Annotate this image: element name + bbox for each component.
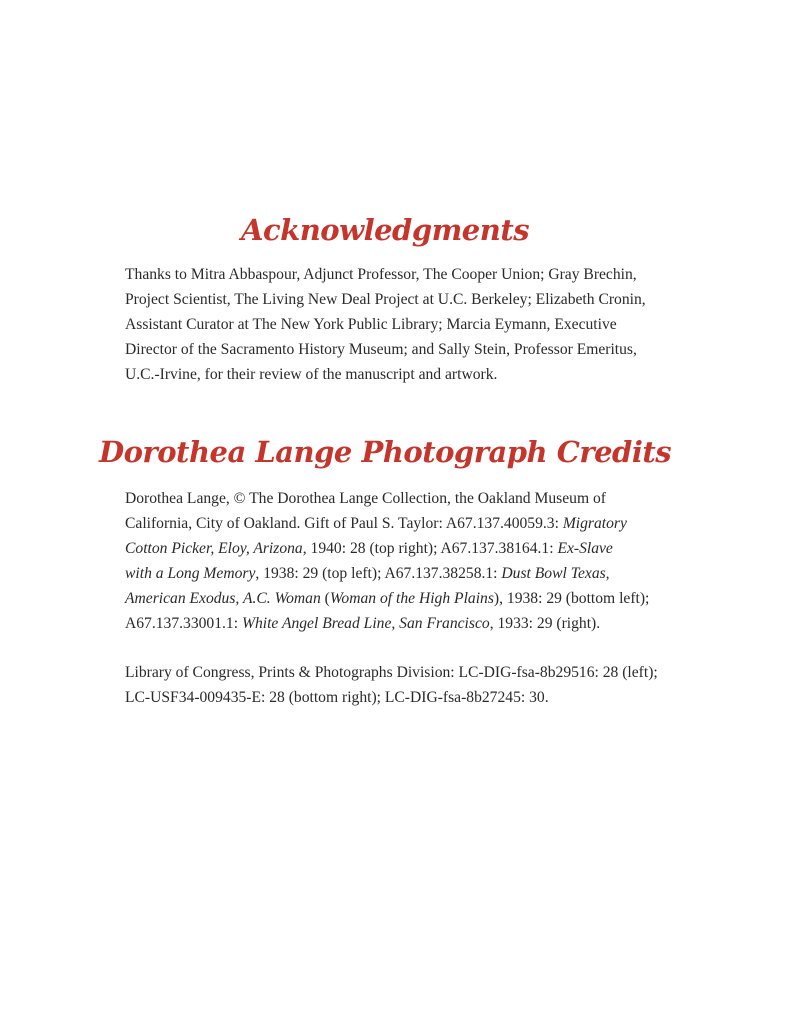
photo-title: Migratory bbox=[562, 514, 627, 532]
credit-text: A67.137.33001.1: bbox=[125, 614, 242, 632]
credit-line bbox=[125, 587, 650, 612]
photo-title: White Angel Bread Line, San Francisco bbox=[241, 614, 490, 632]
library-of-congress-credits-paragraph bbox=[125, 661, 658, 711]
photo-title: Dust Bowl Texas, bbox=[501, 564, 610, 582]
acknowledgments-paragraph bbox=[125, 263, 650, 388]
credit-text: , 1940: 28 (top right); A67.137.38164.1: bbox=[302, 539, 558, 557]
acknowledgments-line: Assistant Curator at The New York Public Library; Marcia Eymann, Executive bbox=[125, 315, 617, 333]
credit-line bbox=[125, 487, 650, 512]
acknowledgments-line: Thanks to Mitra Abbaspour, Adjunct Professor, The Cooper Union; Gray Brechin, bbox=[125, 266, 637, 283]
photo-title: Woman of the High Plains bbox=[329, 589, 494, 607]
credit-line bbox=[125, 562, 650, 587]
acknowledgments-heading: Acknowledgments bbox=[240, 213, 530, 247]
photo-credits-heading: Dorothea Lange Photograph Credits bbox=[98, 435, 672, 469]
photo-title: American Exodus, A.C. Woman bbox=[125, 589, 321, 607]
credit-text: , 1933: 29 (right). bbox=[489, 614, 601, 632]
acknowledgments-line: Project Scientist, The Living New Deal Project at U.C. Berkeley; Elizabeth Cronin, bbox=[125, 290, 646, 308]
photo-title: Ex-Slave bbox=[557, 539, 613, 557]
photo-title: Cotton Picker, Eloy, Arizona bbox=[125, 539, 303, 557]
credit-line bbox=[125, 537, 650, 562]
credit-line bbox=[125, 512, 650, 537]
credit-line: LC-USF34-009435-E: 28 (bottom right); LC-DIG-fsa-8b27245: 30. bbox=[125, 688, 549, 706]
credit-text: ( bbox=[320, 589, 330, 607]
credit-text: , 1938: 29 (top left); A67.137.38258.1: bbox=[255, 564, 502, 582]
acknowledgments-line: Director of the Sacramento History Museum; and Sally Stein, Professor Emeritus, bbox=[125, 340, 637, 358]
oakland-museum-credits-paragraph bbox=[125, 487, 650, 636]
credit-line: Library of Congress, Prints & Photographs Division: LC-DIG-fsa-8b29516: 28 (left); bbox=[125, 664, 658, 681]
photo-title: with a Long Memory bbox=[125, 564, 256, 582]
credit-text: California, City of Oakland. Gift of Paul S. Taylor: A67.137.40059.3: bbox=[125, 514, 563, 532]
credit-text: ), 1938: 29 (bottom left); bbox=[493, 589, 650, 607]
acknowledgments-line: U.C.-Irvine, for their review of the manuscript and artwork. bbox=[125, 365, 498, 383]
credit-text: Dorothea Lange, © The Dorothea Lange Collection, the Oakland Museum of bbox=[125, 490, 606, 507]
credit-line bbox=[125, 612, 650, 637]
